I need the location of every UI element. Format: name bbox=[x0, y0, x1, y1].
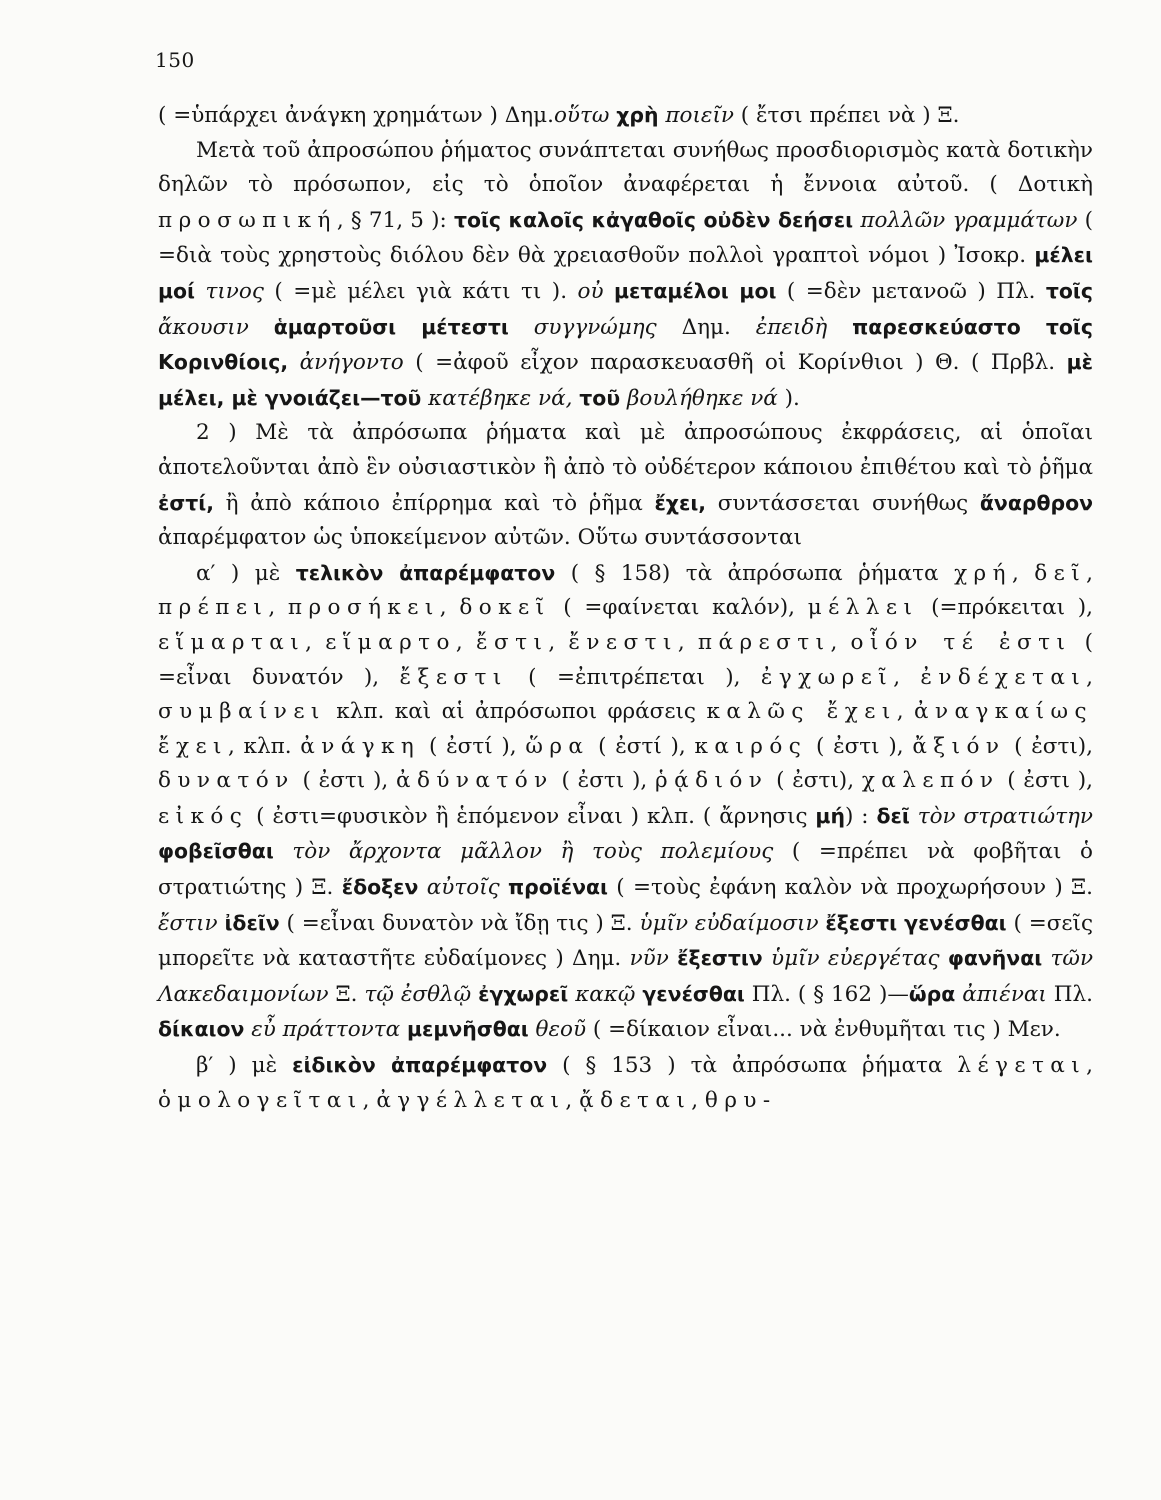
text-run: ( ἐστί ), bbox=[589, 733, 695, 759]
text-run: συντάσσεται συνήθως bbox=[706, 490, 980, 516]
spaced-term: ἐγχωρεῖ bbox=[760, 664, 894, 690]
spaced-term: ῥᾴδιόν bbox=[655, 768, 769, 794]
paragraph-p0 bbox=[158, 98, 1093, 134]
text-run bbox=[763, 946, 771, 971]
page-number: 150 bbox=[155, 48, 195, 72]
spaced-term: οἷόν τέ ἐστι bbox=[850, 629, 1072, 655]
spaced-term: ἄξιόν bbox=[912, 733, 1006, 759]
spaced-term: ἔστι bbox=[475, 629, 549, 655]
text-run: Μετὰ τοῦ ἀπροσώπου ῥήματος συνάπτεται συνήθως προσδιορισμὸς κατὰ δοτικὴν δηλῶν τὸ πρόσωπον, εἰς τὸ ὁποῖον ἀναφέρεται ἡ ἔννοια αὐτοῦ. ( Δοτικὴ bbox=[158, 137, 1093, 198]
text-run: κλπ. καὶ αἱ ἀπρόσωποι φράσεις bbox=[325, 699, 707, 725]
spaced-term: πρέπει bbox=[158, 595, 269, 621]
text-run: , bbox=[455, 629, 476, 655]
text-run: , bbox=[893, 664, 921, 690]
bold-term: τοῖς καλοῖς κἀγαθοῖς οὐδὲν δεήσει bbox=[453, 207, 854, 232]
text-run bbox=[274, 839, 293, 864]
bold-term: τελικὸν ἀπαρέμφατον bbox=[295, 560, 556, 585]
italic-example: αὐτοῖς bbox=[426, 875, 500, 901]
text-run: ). bbox=[777, 385, 800, 411]
text-run: ἀπαρέμφατον ὡς ὑποκείμενον αὐτῶν. Οὕτω συντάσσονται bbox=[158, 525, 802, 551]
bold-term: μέλει μοί bbox=[158, 243, 1093, 303]
text-run bbox=[500, 875, 508, 900]
italic-example: οὕτω bbox=[553, 103, 610, 128]
text-run: ( ἐστι ), bbox=[807, 733, 913, 759]
paragraph-p4 bbox=[158, 1048, 1093, 1118]
text-run: 2 ) Μὲ τὰ ἀπρόσωπα ῥήματα καὶ μὲ ἀπροσώπους ἐκφράσεις, αἱ ὁποῖαι ἀποτελοῦνται ἀπὸ ἓν οὐσιαστικὸν ἢ ἀπὸ τὸ οὐδέτερον κάποιου ἐπιθέτου καὶ τὸ ῥῆμα bbox=[158, 420, 1093, 480]
text-run: , bbox=[896, 699, 915, 725]
text-run: , bbox=[1086, 560, 1093, 586]
spaced-term: μέλλει bbox=[807, 595, 919, 621]
italic-example: ποιεῖν bbox=[665, 103, 734, 128]
italic-example: ὑμῖν εὐεργέτας bbox=[771, 946, 940, 972]
text-run: ( =δὲν μετανοῶ ) Πλ. bbox=[776, 278, 1046, 304]
text-run: ( ἐστι=φυσικὸν ἢ ἑπόμενον εἶναι ) κλπ. ( ἄρνησις bbox=[248, 803, 816, 829]
spaced-term: ὁμολογεῖται bbox=[158, 1087, 363, 1113]
text-run bbox=[195, 279, 205, 304]
bold-term: δίκαιον bbox=[158, 1017, 245, 1042]
spaced-term: προσήκει bbox=[287, 595, 440, 621]
spaced-term: χρή bbox=[954, 560, 1012, 586]
text-run: , bbox=[565, 1087, 580, 1113]
bold-term: ἁμαρτοῦσι μέτεστι bbox=[273, 314, 509, 339]
text-run: Πλ. ( § 162 )— bbox=[744, 981, 909, 1007]
bold-term: γενέσθαι bbox=[642, 981, 745, 1006]
text-run bbox=[669, 946, 677, 971]
italic-example: νῦν bbox=[629, 946, 669, 972]
text-run: , bbox=[305, 629, 326, 655]
text-run: Δημ. bbox=[656, 314, 756, 340]
bold-term: παρεσκεύαστο τοῖς Κορινθίοις, bbox=[158, 314, 1093, 375]
text-run bbox=[288, 350, 299, 375]
spaced-term: εἵμαρτο bbox=[325, 629, 456, 655]
text-run: ( =εἶναι δυνατόν ), bbox=[158, 629, 1093, 690]
italic-example: τινος bbox=[205, 278, 264, 304]
spaced-term: ἀνάγκη bbox=[300, 733, 421, 759]
text-run bbox=[509, 315, 534, 340]
italic-example: ἐπειδὴ bbox=[755, 314, 828, 340]
text-run: , bbox=[830, 629, 851, 655]
italic-example: τὸν στρατιώτην bbox=[917, 803, 1093, 829]
spaced-term: ἔξεστι bbox=[399, 664, 508, 690]
italic-example: τὸν ἄρχοντα μᾶλλον ἢ τοὺς πολεμίους bbox=[292, 839, 774, 865]
italic-example: τῶν Λακεδαιμονίων bbox=[158, 946, 1094, 1007]
text-run: ( =τοὺς ἐφάνη καλὸν νὰ προχωρήσουν ) Ξ. bbox=[607, 875, 1093, 901]
spaced-term: λέγεται bbox=[957, 1053, 1087, 1079]
bold-term: μὲ μέλει, μὲ γνοιάζει—τοῦ bbox=[158, 350, 1093, 410]
text-run: ( =πρέπει νὰ φοβῆται ὁ στρατιώτης ) Ξ. bbox=[158, 839, 1093, 901]
bold-term: ἔδοξεν bbox=[341, 875, 419, 900]
text-run: , bbox=[1011, 560, 1035, 586]
italic-example: πολλῶν γραμμάτων bbox=[860, 207, 1078, 233]
text-run bbox=[529, 1017, 536, 1042]
spaced-term: δεῖ bbox=[1034, 560, 1087, 586]
text-run: ( =εἶναι δυνατὸν νὰ ἴδῃ τις ) Ξ. bbox=[279, 910, 640, 936]
text-run: ( ἐστι ), bbox=[294, 768, 397, 794]
text-run bbox=[620, 386, 627, 411]
text-run bbox=[249, 315, 274, 340]
text-run: ) : bbox=[844, 803, 877, 829]
italic-example: ἀνήγοντο bbox=[299, 350, 404, 376]
text-run bbox=[940, 946, 948, 971]
bold-term: ἔξεστιν bbox=[677, 946, 763, 971]
text-run: β′ ) μὲ bbox=[196, 1053, 293, 1079]
bold-term: ὥρα bbox=[908, 981, 956, 1006]
spaced-term: ἀδύνατόν bbox=[396, 768, 554, 794]
text-run: , bbox=[1086, 1053, 1093, 1079]
spaced-term: συμβαίνει bbox=[158, 699, 326, 725]
italic-example: θεοῦ bbox=[535, 1017, 587, 1043]
text-run bbox=[827, 315, 852, 340]
text-run: α′ ) μὲ bbox=[196, 560, 296, 586]
text-run: , bbox=[362, 1087, 377, 1113]
bold-term: μεταμέλοι μοι bbox=[614, 278, 777, 303]
italic-example: συγγνώμης bbox=[533, 314, 657, 340]
bold-term: φοβεῖσθαι bbox=[158, 839, 274, 864]
spaced-term: εἰκός bbox=[158, 803, 249, 829]
text-run: Ξ. bbox=[328, 981, 365, 1007]
bold-term: δεῖ bbox=[876, 803, 910, 828]
bold-term: ἔξεστι γενέσθαι bbox=[825, 910, 1007, 935]
text-run: , bbox=[1086, 664, 1094, 690]
bold-term: τοῖς bbox=[1045, 278, 1093, 303]
text-run: Πλ. bbox=[1046, 981, 1094, 1007]
spaced-term: ᾄδεται bbox=[579, 1087, 692, 1113]
text-run: ( ἐστι ), bbox=[999, 768, 1093, 794]
bold-term: ἔχει, bbox=[654, 490, 707, 515]
text-run: ( =δίκαιον εἶναι... νὰ ἐνθυμῆται τις ) Μεν. bbox=[586, 1017, 1061, 1043]
body-text bbox=[158, 98, 1093, 1118]
text-run: ( ἔτσι πρέπει νὰ ) Ξ. bbox=[733, 103, 960, 128]
bold-term: ἐγχωρεῖ bbox=[478, 981, 569, 1006]
text-run: ( ἐστί ), bbox=[420, 733, 526, 759]
text-run: ἢ ἀπὸ κάποιο ἐπίρρημα καὶ τὸ ῥῆμα bbox=[213, 490, 655, 516]
italic-example: οὐ bbox=[577, 278, 604, 304]
italic-example: ἀπιέναι bbox=[962, 981, 1047, 1007]
italic-example: τῷ ἐσθλῷ bbox=[364, 981, 472, 1007]
spaced-term: δυνατόν bbox=[158, 768, 295, 794]
bold-term: μεμνῆσθαι bbox=[407, 1017, 529, 1042]
bold-term: μή bbox=[815, 803, 845, 828]
text-run: ( =ἐπιτρέπεται ), bbox=[507, 664, 761, 690]
text-run: ( =φαίνεται καλόν), bbox=[550, 595, 808, 621]
paragraph-p2 bbox=[158, 416, 1093, 555]
italic-example: εὖ πράττοντα bbox=[251, 1017, 401, 1043]
bold-term: τοῦ bbox=[579, 385, 621, 410]
text-run: ( ἐστι ), bbox=[553, 768, 656, 794]
text-run: ( ἐστι), bbox=[768, 768, 862, 794]
bold-term: εἰδικὸν ἀπαρέμφατον bbox=[292, 1053, 548, 1078]
spaced-term: ἔνεστι bbox=[568, 629, 678, 655]
italic-example: ἄκουσιν bbox=[158, 314, 249, 340]
text-run: ( =μὲ μέλει γιὰ κάτι τι ). bbox=[263, 278, 578, 304]
text-run bbox=[910, 804, 918, 829]
spaced-term: θρυ- bbox=[704, 1087, 777, 1113]
text-run: , bbox=[691, 1087, 705, 1113]
text-run: ( § 153 ) τὰ ἀπρόσωπα ῥήματα bbox=[547, 1053, 958, 1079]
spaced-term: πάρεστι bbox=[697, 629, 831, 655]
text-run: (=πρόκειται ), bbox=[918, 595, 1094, 621]
text-run: , bbox=[548, 629, 569, 655]
text-run: ( =σεῖς μπορεῖτε νὰ καταστῆτε εὐδαίμονες ) Δημ. bbox=[158, 910, 1093, 972]
text-run: ( § 158) τὰ ἀπρόσωπα ῥήματα bbox=[555, 560, 955, 586]
spaced-term: ἀναγκαίως ἔχει bbox=[158, 699, 1093, 759]
bold-term: ἰδεῖν bbox=[224, 910, 280, 935]
italic-example: κατέβηκε νά, bbox=[428, 385, 573, 411]
text-run: ( =διὰ τοὺς χρηστοὺς διόλου δὲν θὰ χρειασθοῦν πολλοὶ γραπτοὶ νόμοι ) Ἰσοκρ. bbox=[158, 207, 1094, 269]
italic-example: βουλήθηκε νά bbox=[626, 385, 778, 411]
paragraph-p1 bbox=[158, 134, 1093, 417]
italic-example: κακῷ bbox=[575, 981, 636, 1007]
text-run: , § 71, 5 ): bbox=[336, 207, 454, 233]
italic-example: ὑμῖν εὐδαίμοσιν bbox=[639, 910, 819, 936]
text-run: ( =ὑπάρχει ἀνάγκη χρημάτων ) Δημ. bbox=[158, 103, 554, 128]
spaced-term: καιρός bbox=[694, 733, 808, 759]
text-run: ( =ἀφοῦ εἶχον παρασκευασθῆ οἱ Κορίνθιοι ) Θ. ( Πρβλ. bbox=[403, 350, 1067, 376]
text-run: , bbox=[268, 595, 288, 621]
text-run bbox=[1042, 946, 1050, 971]
spaced-term: ἐνδέχεται bbox=[920, 664, 1087, 690]
spaced-term: καλῶς ἔχει bbox=[706, 699, 897, 725]
spaced-term: δοκεῖ bbox=[459, 595, 551, 621]
text-run bbox=[400, 1017, 407, 1042]
italic-example: ἔστιν bbox=[158, 910, 218, 936]
text-run bbox=[604, 279, 614, 304]
paragraph-p3 bbox=[158, 556, 1093, 1048]
spaced-term: χαλεπόν bbox=[861, 768, 1000, 794]
spaced-term: ὥρα bbox=[525, 733, 590, 759]
spaced-term: ἀγγέλλεται bbox=[376, 1087, 566, 1113]
text-run: , κλπ. bbox=[227, 733, 301, 759]
spaced-term: προσωπική bbox=[158, 207, 337, 233]
bold-term: φανῆναι bbox=[947, 946, 1043, 971]
text-run: , bbox=[439, 595, 460, 621]
text-run: ( ἐστι), bbox=[1005, 733, 1093, 759]
bold-term: ἐστί, bbox=[158, 490, 214, 515]
text-run bbox=[418, 875, 426, 900]
bold-term: προϊέναι bbox=[508, 875, 608, 900]
bold-term: ἄναρθρον bbox=[979, 490, 1093, 515]
bold-term: χρὴ bbox=[616, 103, 659, 127]
spaced-term: εἵμαρται bbox=[158, 629, 306, 655]
text-run: , bbox=[677, 629, 698, 655]
